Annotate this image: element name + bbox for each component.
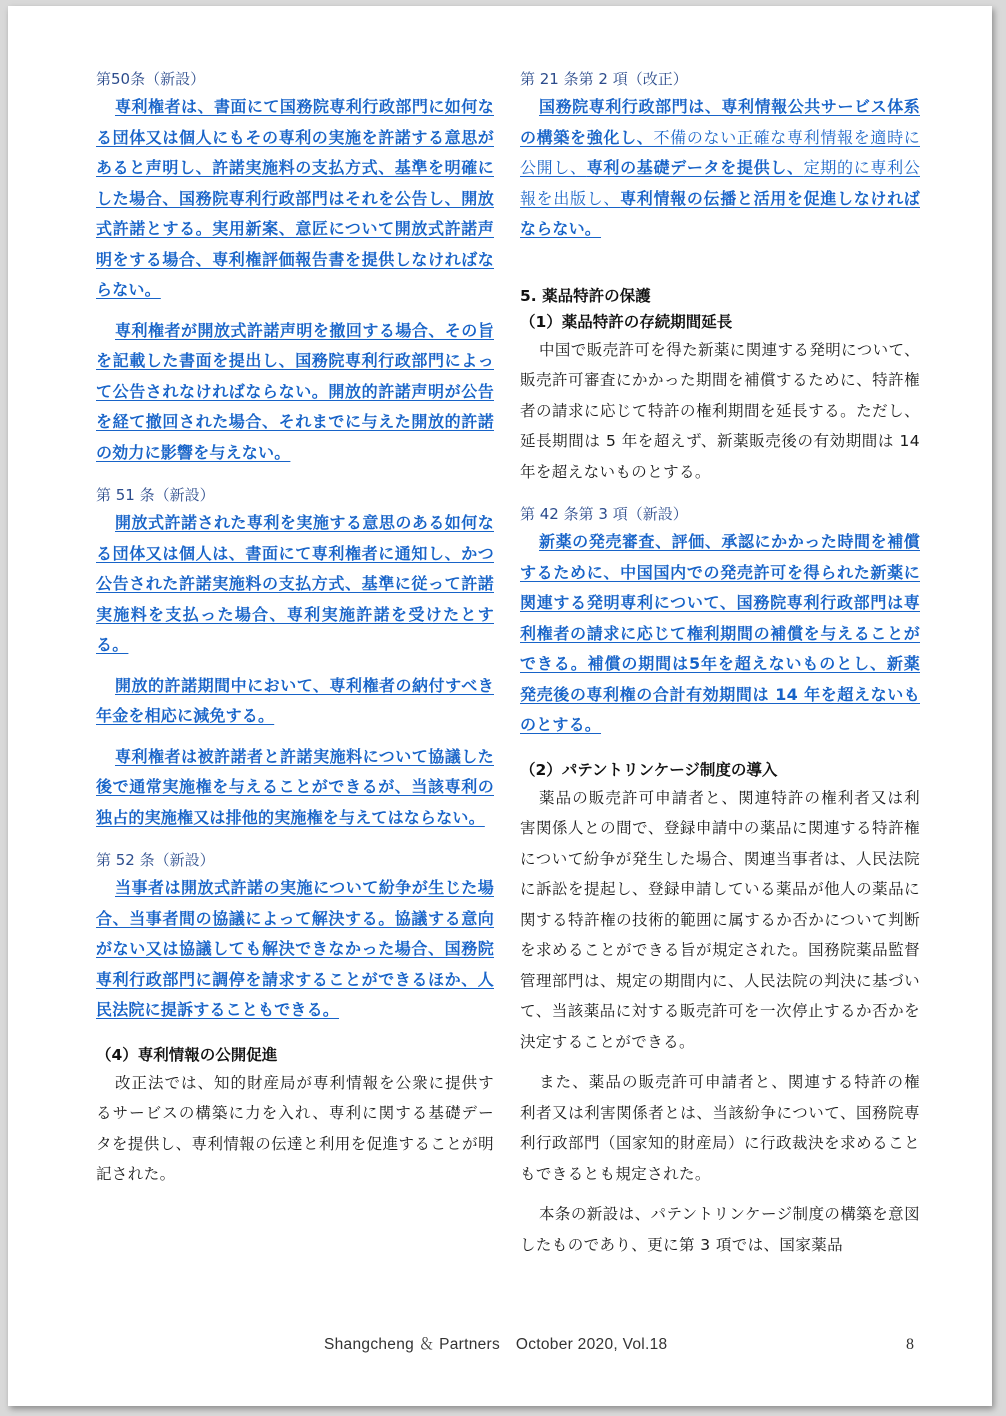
article-21-plain-1: 不備のない正確な専利情報を適時に公開し、 — [520, 127, 920, 177]
section-5-2-paragraph-1: 薬品の販売許可申請者と、関連特許の権利者又は利害関係人との間で、登録申請中の薬品に関連する特許権について紛争が発生した場合、関連当事者は、人民法院に訴訟を提起し、登録申請している薬品が他人の薬品に関する特許権の技術的範囲に属するか否かについて判断を求めることができる旨が規定された。国務院薬品監督管理部門は、規定の期間内に、人民法院の判決に基づいて、当該薬品に対する販売許可を一次停止するか否かを決定することができる。 — [520, 788, 920, 1051]
section-5-2-paragraph-2: また、薬品の販売許可申請者と、関連する特許の権利者又は利害関係者とは、当該紛争について、国務院専利行政部門（国家知的財産局）に行政裁決を求めることもできるとも規定された。 — [520, 1073, 920, 1183]
article-51-paragraph-3: 専利権者は被許諾者と許諾実施料について協議した後で通常実施権を与えることができるが、当該専利の独占的実施権又は排他的実施権を与えてはならない。 — [96, 746, 494, 827]
article-21-heading: 第 21 条第 2 項（改正） — [520, 70, 688, 88]
page-number: 8 — [906, 1336, 914, 1353]
section-5-heading: 5. 薬品特許の保護 — [520, 286, 651, 305]
article-21-plain-2: 定期的に専利公報を出版し、 — [520, 158, 920, 208]
article-50-paragraph-1: 専利権者は、書面にて国務院専利行政部門に如何なる団体又は個人にもその専利の実施を許諾する意思があると声明し、許諾実施料の支払方式、基準を明確にした場合、国務院専利行政部門はそれを公告し、開放式許諾とする。実用新案、意匠について開放式許諾声明をする場合、専利権評価報告書を提供しなければならない。 — [96, 97, 494, 299]
article-42-heading: 第 42 条第 3 項（新設） — [520, 505, 688, 523]
section-5-1-body: 中国で販売許可を得た新薬に関連する発明について、販売許可審査にかかった期間を補償するために、特許権者の請求に応じて特許の権利期間を延長する。ただし、延長期間は 5 年を超えず、新薬販売後の有効期間は 14 年を超えないものとする。 — [520, 340, 920, 481]
section-5-1-heading: （1）薬品特許の存続期間延長 — [520, 312, 733, 331]
article-50-paragraph-2: 専利権者が開放式許諾声明を撤回する場合、その旨を記載した書面を提出し、国務院専利行政部門によって公告されなければならない。開放的許諾声明が公告を経て撤回された場合、それまでに与えた開放的許諾の効力に影響を与えない。 — [96, 320, 494, 462]
section-5-2-paragraph-3: 本条の新設は、パテントリンケージ制度の構築を意図したものであり、更に第 3 項では、国家薬品 — [520, 1205, 920, 1254]
article-21-bold-1: 国務院専利行政部門は、専利情報公共サービス体系の構築を強化し、 — [520, 97, 920, 147]
article-52-heading: 第 52 条（新設） — [96, 851, 215, 869]
article-51-heading: 第 51 条（新設） — [96, 486, 215, 504]
article-51-paragraph-2: 開放的許諾期間中において、専利権者の納付すべき年金を相応に減免する。 — [96, 675, 494, 725]
article-21-bold-3: 専利情報の伝播と活用を促進しなければならない。 — [520, 188, 920, 238]
section-4-body: 改正法では、知的財産局が専利情報を公衆に提供するサービスの構築に力を入れ、専利に関する基礎データを提供し、専利情報の伝達と利用を促進することが明記された。 — [96, 1073, 494, 1183]
article-51-paragraph-1: 開放式許諾された専利を実施する意思のある如何なる団体又は個人は、書面にて専利権者に通知し、かつ公告された許諾実施料の支払方式、基準に従って許諾実施料を支払った場合、専利実施許諾を受けたとする。 — [96, 513, 494, 654]
footer-source: Shangcheng ＆ Partners October 2020, Vol.18 — [324, 1336, 668, 1353]
article-42-paragraph: 新薬の発売審査、評価、承認にかかった時間を補償するために、中国国内での発売許可を得られた新薬に関連する発明専利について、国務院専利行政部門は専利権者の請求に応じて権利期間の補償を与えることができる。補償の期間は5年を超えないものとし、新薬発売後の専利権の合計有効期間は 14 年を超えないものとする。 — [520, 532, 920, 734]
article-52-paragraph-1: 当事者は開放式許諾の実施について紛争が生じた場合、当事者間の協議によって解決する。協議する意向がない又は協議しても解決できなかった場合、国務院専利行政部門に調停を請求することができるほか、人民法院に提訴することもできる。 — [96, 878, 494, 1019]
section-4-heading: （4）専利情報の公開促進 — [96, 1045, 278, 1064]
right-column — [520, 68, 920, 1260]
section-5-2-heading: （2）パテントリンケージ制度の導入 — [520, 760, 778, 779]
left-column — [96, 68, 494, 1190]
document-page — [8, 6, 992, 1406]
article-21-bold-2: 専利の基礎データを提供し、 — [586, 158, 804, 177]
article-21-paragraph — [520, 92, 920, 245]
article-50-heading: 第50条（新設） — [96, 70, 206, 88]
